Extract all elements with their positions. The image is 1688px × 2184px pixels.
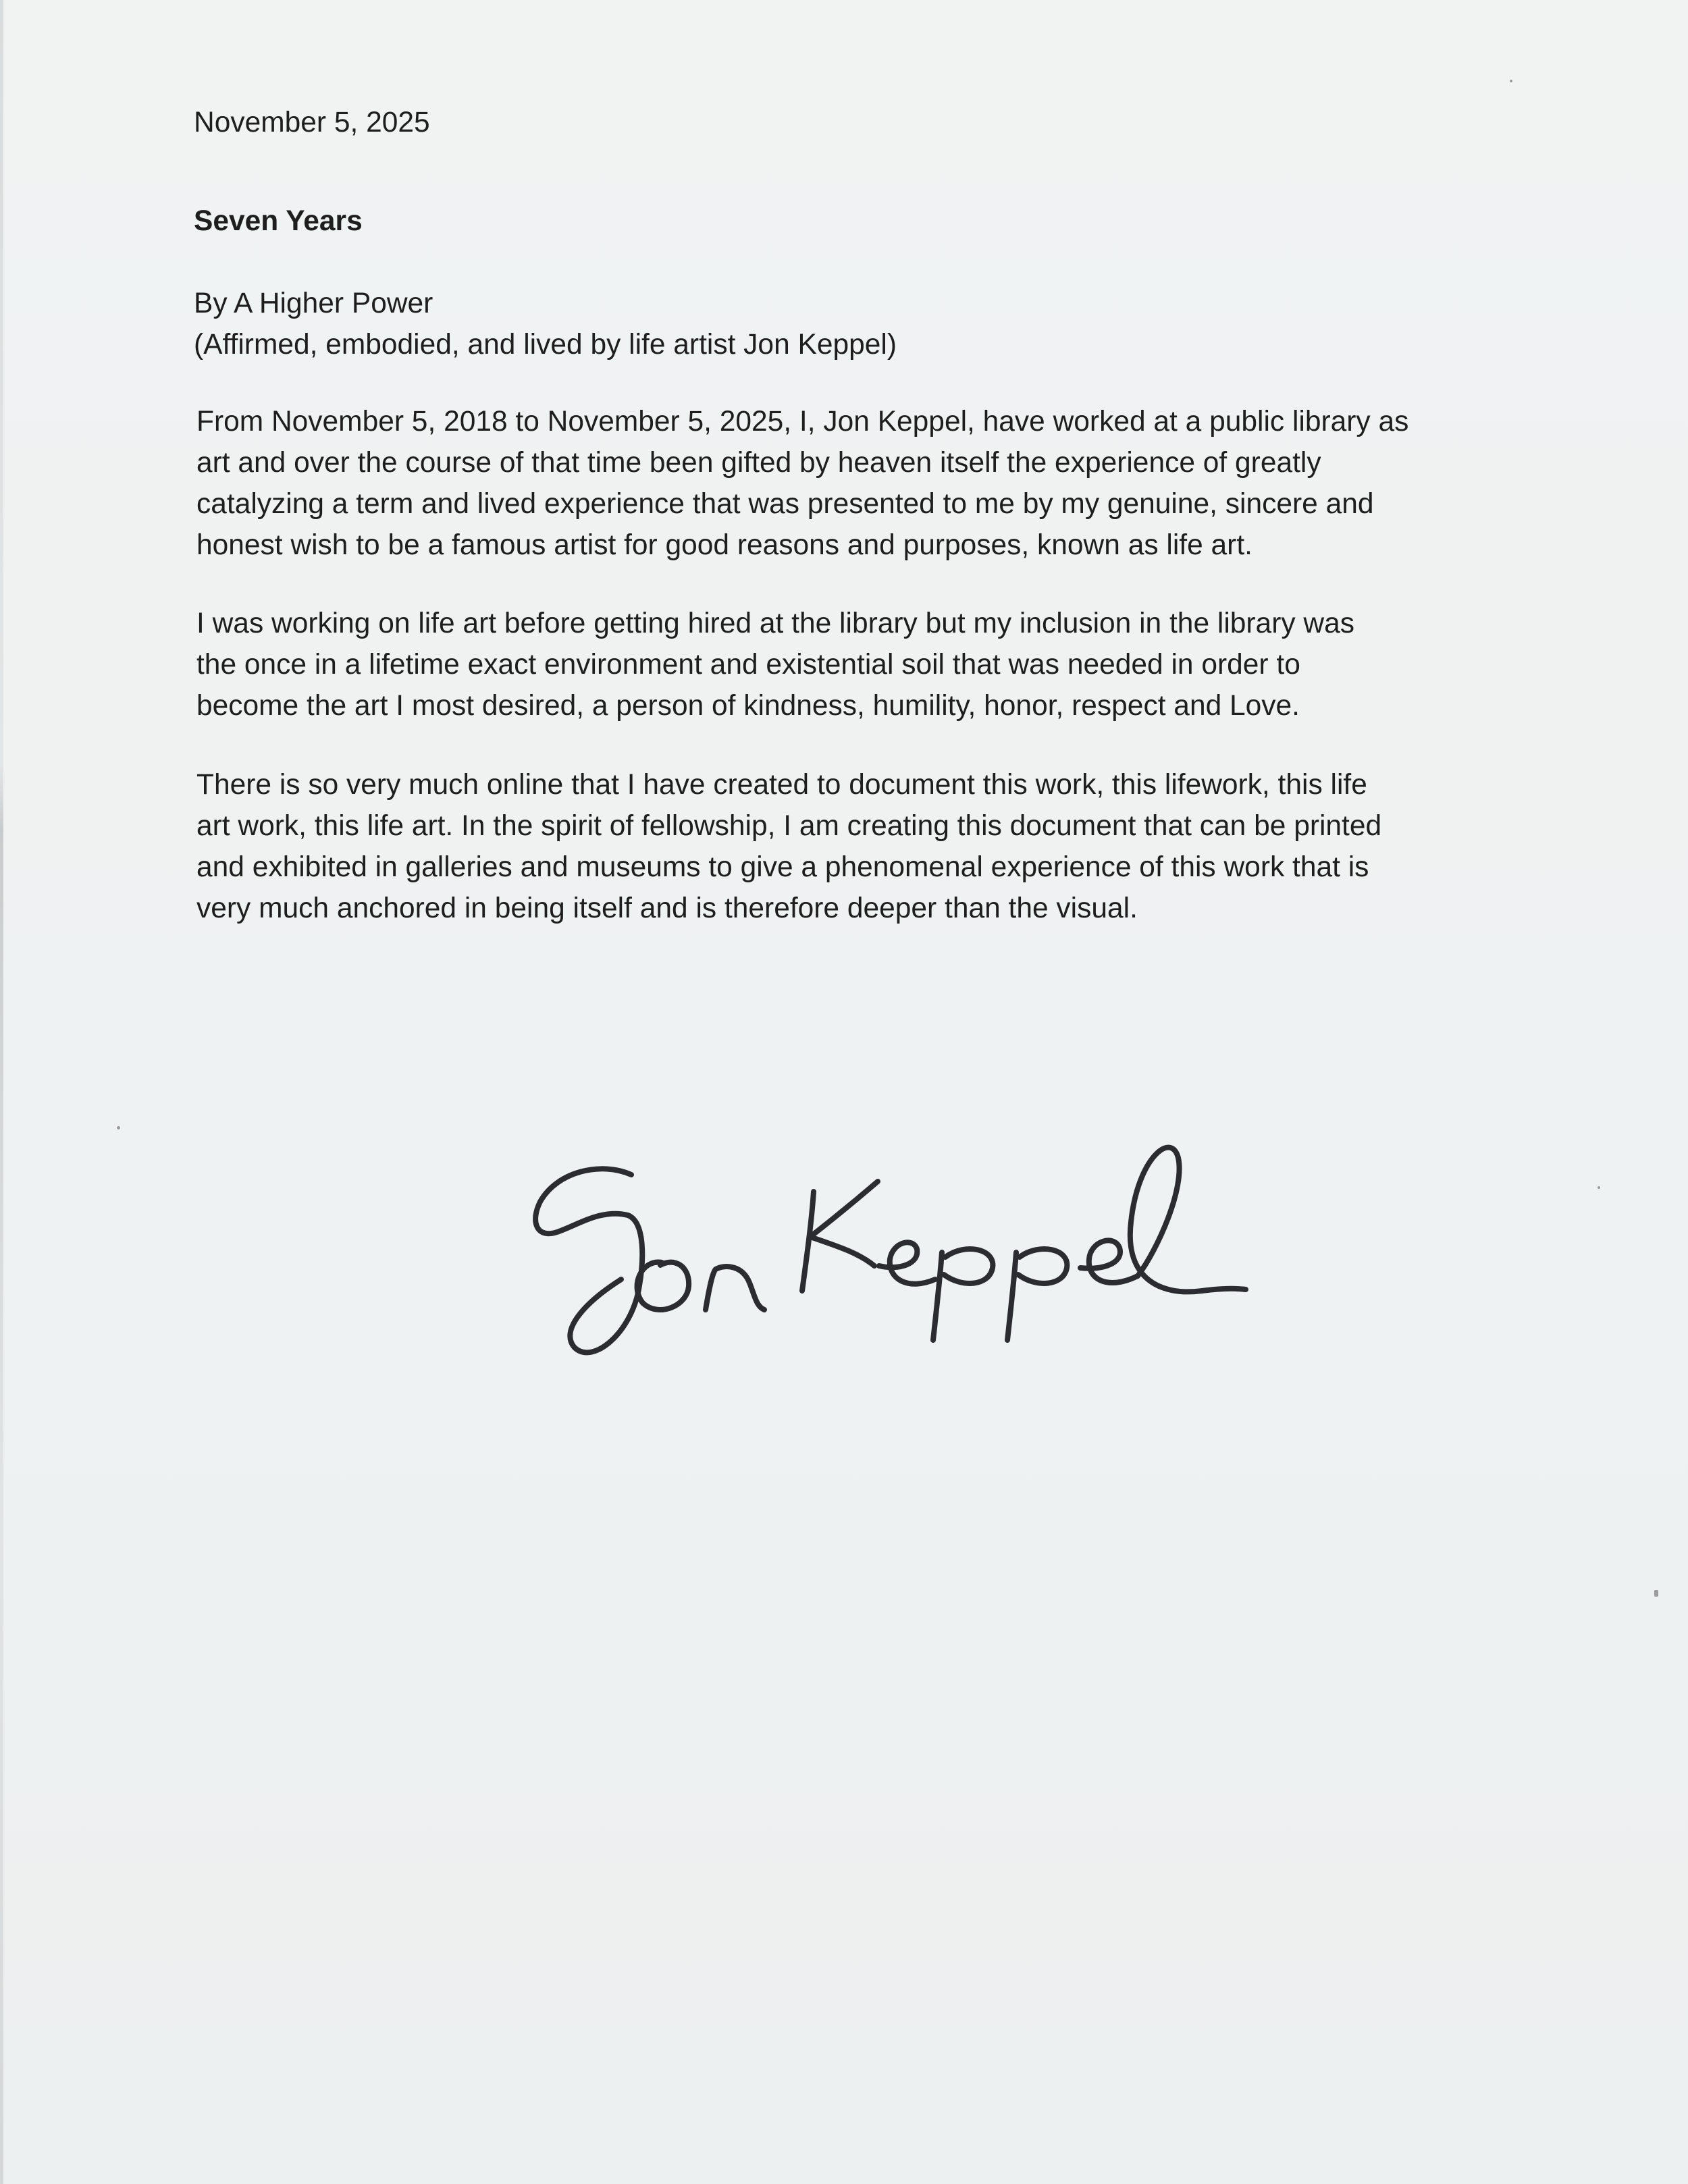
- paragraph: [196, 401, 1520, 566]
- paragraph-line: the once in a lifetime exact environment and existential soil that was needed in order to: [196, 649, 1300, 681]
- scan-speck: [1510, 80, 1512, 82]
- paragraph-line: art and over the course of that time been gifted by heaven itself the experience of greatly: [196, 447, 1321, 479]
- paragraph: [196, 603, 1520, 726]
- byline-line: By A Higher Power: [194, 288, 433, 319]
- paragraph-line: I was working on life art before getting hired at the library but my inclusion in the library was: [196, 608, 1354, 639]
- scan-edge: [0, 0, 3, 2184]
- scan-speck: [117, 1126, 120, 1129]
- paragraph-line: and exhibited in galleries and museums to give a phenomenal experience of this work that is: [196, 851, 1369, 883]
- handwritten-signature: [520, 1114, 1263, 1370]
- byline-line: (Affirmed, embodied, and lived by life artist Jon Keppel): [194, 329, 897, 361]
- scan-speck: [1598, 1186, 1600, 1189]
- letter-byline: [194, 283, 1517, 365]
- paragraph-line: very much anchored in being itself and is therefore deeper than the visual.: [196, 893, 1138, 924]
- paragraph-line: There is so very much online that I have created to document this work, this lifework, this life: [196, 769, 1367, 801]
- scan-speck: [1654, 1590, 1658, 1597]
- paragraph: [196, 764, 1520, 929]
- letter-title: Seven Years: [194, 205, 363, 237]
- paragraph-line: art work, this life art. In the spirit of fellowship, I am creating this document that can be printed: [196, 810, 1382, 842]
- letter-date: November 5, 2025: [194, 107, 430, 138]
- paragraph-line: catalyzing a term and lived experience that was presented to me by my genuine, sincere and: [196, 488, 1374, 520]
- paragraph-line: From November 5, 2018 to November 5, 2025, I, Jon Keppel, have worked at a public library as: [196, 406, 1409, 437]
- paragraph-line: become the art I most desired, a person of kindness, humility, honor, respect and Love.: [196, 690, 1300, 722]
- paragraph-line: honest wish to be a famous artist for good reasons and purposes, known as life art.: [196, 529, 1252, 561]
